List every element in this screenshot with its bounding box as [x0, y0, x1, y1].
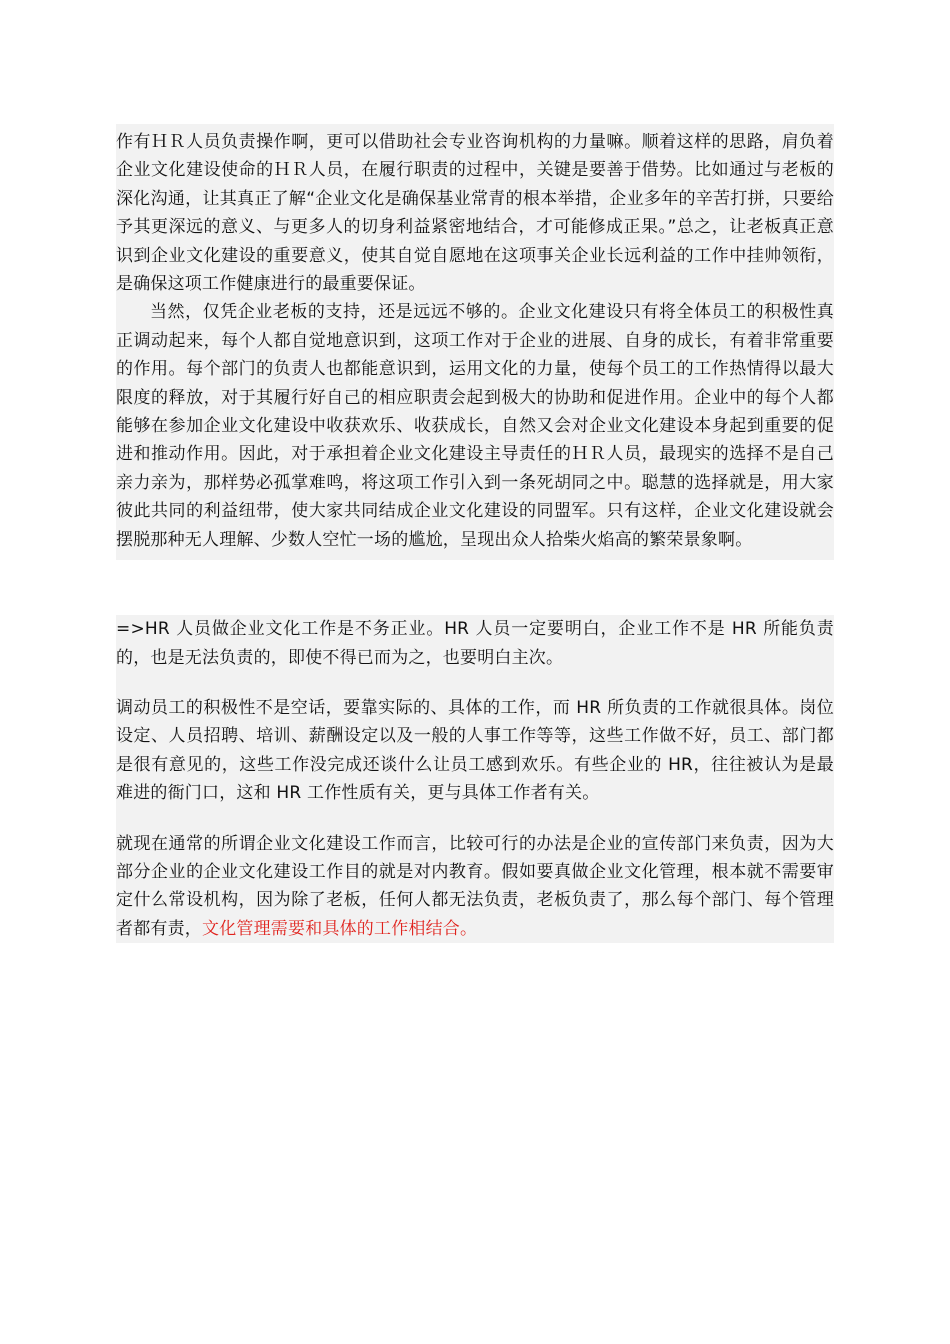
paragraph-4: 调动员工的积极性不是空话，要靠实际的、具体的工作，而 HR 所负责的工作就很具体。岗位设定、人员招聘、培训、薪酬设定以及一般的人事工作等等，这些工作做不好，员工、部门都是很有意见的，这些工作没完成还谈什么让员工感到欢乐。有些企业的 HR，往往被认为是最难进的衙门口，这和 HR 工作性质有关，更与具体工作者有关。	[116, 697, 834, 804]
paragraph-2: 当然，仅凭企业老板的支持，还是远远不够的。企业文化建设只有将全体员工的积极性真正调动起来，每个人都自觉地意识到，这项工作对于企业的进展、自身的成长，有着非常重要的作用。每个部门的负责人也都能意识到，运用文化的力量，使每个员工的工作热情得以最大限度的释放，对于其履行好自己的相应职责会起到极大的协助和促进作用。企业中的每个人都能够在参加企业文化建设中收获欢乐、收获成长，自然又会对企业文化建设本身起到重要的促进和推动作用。因此，对于承担着企业文化建设主导责任的ＨＲ人员，最现实的选择不是自己亲力亲为，那样势必孤掌难鸣，将这项工作引入到一条死胡同之中。聪慧的选择就是，用大家彼此共同的利益纽带，使大家共同结成企业文化建设的同盟军。只有这样，企业文化建设就会摆脱那种无人理解、少数人空忙一场的尴尬，呈现出众人拾柴火焰高的繁荣景象啊。	[116, 302, 834, 550]
paragraph-3: =>HR 人员做企业文化工作是不务正业。HR 人员一定要明白，企业工作不是 HR 所能负责的，也是无法负责的，即使不得已而为之，也要明白主次。	[116, 619, 834, 668]
paragraph-5	[116, 830, 834, 944]
shaded-block-bottom	[116, 615, 834, 943]
shaded-block-top	[116, 124, 834, 560]
paragraph-5-text: 就现在通常的所谓企业文化建设工作而言，比较可行的办法是企业的宣传部门来负责，因为大部分企业的企业文化建设工作目的就是对内教育。假如要真做企业文化管理，根本就不需要审定什么常设机构，因为除了老板，任何人都无法负责，老板负责了，那么每个部门、每个管理者都有责，	[116, 833, 834, 939]
paragraph-gap	[116, 808, 834, 830]
highlighted-conclusion: 文化管理需要和具体的工作相结合。	[202, 918, 478, 939]
document-page	[116, 124, 834, 943]
paragraph-1: 作有ＨＲ人员负责操作啊，更可以借助社会专业咨询机构的力量嘛。顺着这样的思路，肩负着企业文化建设使命的ＨＲ人员，在履行职责的过程中，关键是要善于借势。比如通过与老板的深化沟通，让其真正了解“企业文化是确保基业常青的根本举措，企业多年的辛苦打拼，只要给予其更深远的意义、与更多人的切身利益紧密地结合，才可能修成正果。”总之，让老板真正意识到企业文化建设的重要意义，使其自觉自愿地在这项事关企业长远利益的工作中挂帅领衔，是确保这项工作健康进行的最重要保证。	[116, 132, 834, 295]
paragraph-gap	[116, 672, 834, 694]
spacer	[116, 560, 834, 615]
